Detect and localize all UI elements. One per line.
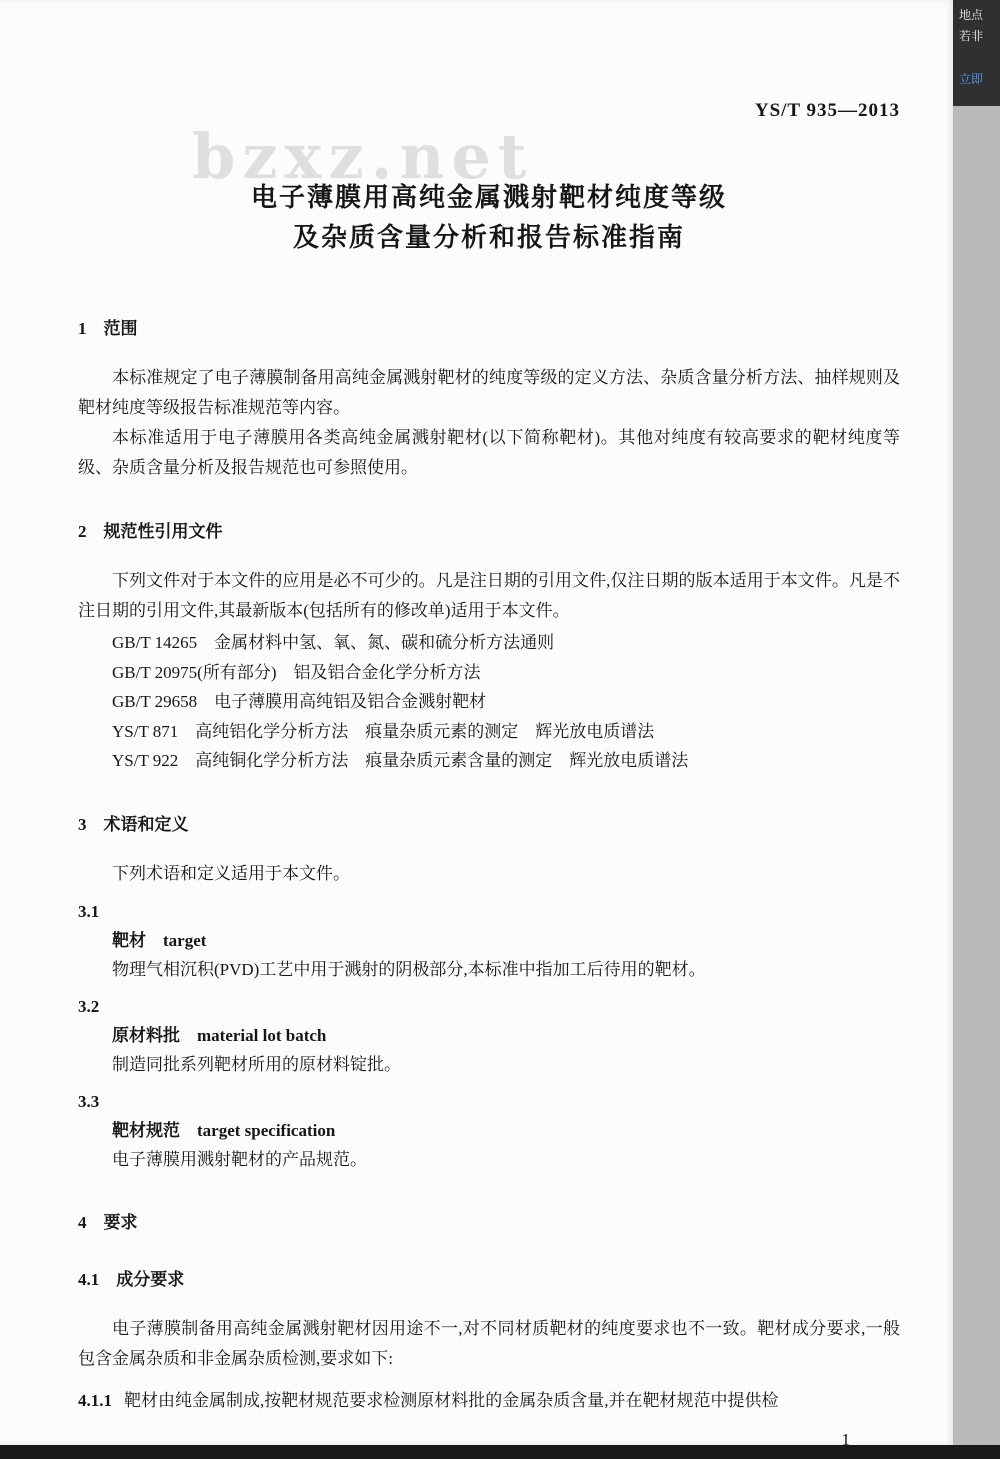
term-definition: 物理气相沉积(PVD)工艺中用于溅射的阴极部分,本标准中指加工后待用的靶材。 (112, 959, 706, 979)
document-title (78, 178, 900, 258)
document-title-line1: 电子薄膜用高纯金属溅射靶材纯度等级 (250, 183, 727, 212)
reference-item: GB/T 20975(所有部分) 铝及铝合金化学分析方法 (112, 662, 481, 682)
overlay-action-link[interactable]: 立即 (959, 72, 984, 86)
document-content (0, 100, 953, 1450)
reference-item: GB/T 29658 电子薄膜用高纯铝及铝合金溅射靶材 (112, 692, 487, 711)
document-title-line2: 及杂质含量分析和报告标准指南 (292, 223, 685, 252)
term-definition: 电子薄膜用溅射靶材的产品规范。 (112, 1149, 367, 1169)
section1-paragraph-1: 本标准规定了电子薄膜制备用高纯金属溅射靶材的纯度等级的定义方法、杂质含量分析方法、抽样规则及靶材纯度等级报告标准规范等内容。 (78, 368, 900, 417)
scan-right-gutter (953, 0, 1000, 1445)
reference-item: YS/T 922 高纯铜化学分析方法 痕量杂质元素含量的测定 辉光放电质谱法 (112, 751, 689, 770)
standard-code: YS/T 935—2013 (754, 100, 900, 121)
section2-heading: 2 规范性引用文件 (78, 522, 223, 541)
term-number: 3.3 (78, 1091, 100, 1111)
term-name: 靶材规范 target specification (112, 1120, 336, 1140)
reference-item: YS/T 871 高纯铝化学分析方法 痕量杂质元素的测定 辉光放电质谱法 (112, 721, 655, 741)
watermark: bzxz.net (192, 120, 534, 193)
term-number: 3.2 (78, 996, 100, 1016)
overlay-text-line1: 地点 (959, 8, 984, 22)
term-name: 靶材 target (112, 930, 207, 950)
clause-4-1-1 (78, 1386, 900, 1416)
term-block-3-3 (78, 1087, 900, 1174)
section4-heading: 4 要求 (78, 1212, 138, 1232)
term-block-3-1 (78, 897, 900, 984)
clause-number: 4.1.1 (78, 1390, 112, 1410)
page-number: 1 (841, 1429, 850, 1449)
section3-paragraph-1: 下列术语和定义适用于本文件。 (112, 863, 350, 883)
section1-heading: 1 范围 (78, 319, 138, 338)
browser-overlay-panel (953, 0, 1000, 106)
section1-paragraph-2: 本标准适用于电子薄膜用各类高纯金属溅射靶材(以下简称靶材)。其他对纯度有较高要求的靶材纯度等级、杂质含量分析及报告规范也可参照使用。 (78, 428, 900, 477)
section4-paragraph-1: 电子薄膜制备用高纯金属溅射靶材因用途不一,对不同材质靶材的纯度要求也不一致。靶材成分要求,一般包含金属杂质和非金属杂质检测,要求如下: (78, 1318, 900, 1368)
section4-1-heading: 4.1 成分要求 (78, 1269, 185, 1289)
term-number: 3.1 (78, 901, 100, 921)
clause-text: 靶材由纯金属制成,按靶材规范要求检测原材料批的金属杂质含量,并在靶材规范中提供检 (124, 1390, 779, 1410)
term-block-3-2 (78, 992, 900, 1079)
term-name: 原材料批 material lot batch (112, 1025, 327, 1045)
overlay-text-line2: 若非 (959, 29, 984, 43)
term-definition: 制造同批系列靶材所用的原材料锭批。 (112, 1054, 401, 1074)
section3-heading: 3 术语和定义 (78, 814, 189, 834)
section2-paragraph-1: 下列文件对于本文件的应用是必不可少的。凡是注日期的引用文件,仅注日期的版本适用于本文件。凡是不注日期的引用文件,其最新版本(包括所有的修改单)适用于本文件。 (78, 571, 900, 620)
normative-references (78, 628, 900, 776)
reference-item: GB/T 14265 金属材料中氢、氧、氮、碳和硫分析方法通则 (112, 633, 555, 652)
